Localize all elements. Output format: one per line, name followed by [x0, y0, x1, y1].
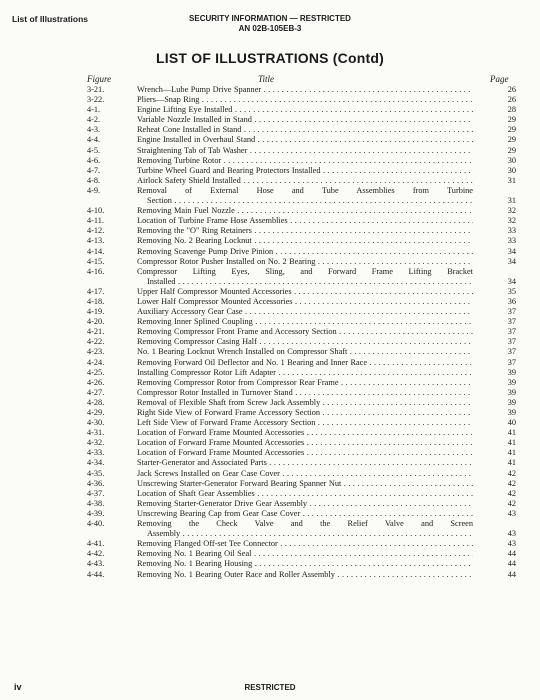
figure-number: 4-20. — [87, 317, 105, 327]
figure-number: 4-33. — [87, 448, 105, 458]
figure-number: 4-1. — [87, 105, 101, 115]
page-ref: 37 — [507, 337, 516, 347]
list-item — [0, 549, 540, 559]
figure-title: Engine Lifting Eye Installed . . . — [137, 105, 473, 115]
figure-title: Removing Scavenge Pump Drive Pinion . . . — [137, 247, 473, 257]
figure-title: Straightening Tab of Tab Washer . . . — [137, 146, 473, 156]
security-line: SECURITY INFORMATION — RESTRICTED — [189, 14, 351, 23]
figure-title: Removing No. 1 Bearing Outer Race and Roller Assembly . . . — [137, 570, 473, 580]
list-item — [0, 570, 540, 580]
list-item — [0, 105, 540, 115]
list-item — [0, 458, 540, 468]
page-ref: 34 — [507, 256, 516, 266]
figure-title: Location of Forward Frame Mounted Accessories . . . — [137, 448, 473, 458]
figure-title: Starter-Generator and Associated Parts . . . — [137, 458, 473, 468]
page-ref: 31 — [507, 196, 516, 206]
figure-number: 4-8. — [87, 175, 101, 185]
list-item — [0, 347, 540, 357]
figure-title: Removing Flanged Off-set Tee Connector . . . — [137, 539, 473, 549]
figure-number: 4-35. — [87, 468, 105, 478]
figure-number: 4-25. — [87, 367, 105, 377]
figure-number: 4-13. — [87, 236, 105, 246]
page-ref: 37 — [507, 317, 516, 327]
figure-number: 4-3. — [87, 125, 101, 135]
figure-title: Auxiliary Accessory Gear Case . . . — [137, 307, 473, 317]
list-item — [0, 438, 540, 448]
figure-number: 3-22. — [87, 95, 105, 105]
document-number: AN 02B-105EB-3 — [238, 24, 302, 33]
page-ref: 29 — [507, 135, 516, 145]
list-item — [0, 206, 540, 216]
list-item — [0, 156, 540, 166]
figure-number: 4-41. — [87, 539, 105, 549]
page-ref: 33 — [507, 226, 516, 236]
figure-title: Lower Half Compressor Mounted Accessories . . . — [137, 297, 473, 307]
page-ref: 33 — [507, 236, 516, 246]
list-item — [0, 519, 540, 539]
list-item — [0, 398, 540, 408]
figure-title: Left Side View of Forward Frame Accessory Section . . . — [137, 418, 473, 428]
figure-title: Removing Compressor Front Frame and Accessory Section . . . — [137, 327, 473, 337]
page-ref: 35 — [507, 286, 516, 296]
figure-number: 4-4. — [87, 135, 101, 145]
page-title: LIST OF ILLUSTRATIONS (Contd) — [156, 50, 384, 66]
figure-title: Location of Forward Frame Mounted Accessories . . . — [137, 438, 473, 448]
page-ref: 30 — [507, 155, 516, 165]
figure-number: 4-29. — [87, 408, 105, 417]
figure-title: Variable Nozzle Installed in Stand . . . — [137, 115, 473, 125]
list-item — [0, 267, 540, 287]
page-ref: 34 — [507, 246, 516, 256]
figure-number: 4-40. — [87, 519, 105, 529]
page-ref: 28 — [507, 105, 516, 115]
page-ref: 37 — [507, 357, 516, 367]
figure-number: 4-28. — [87, 397, 105, 407]
page-number: iv — [14, 682, 22, 692]
list-item — [0, 408, 540, 418]
footer-classification: RESTRICTED — [244, 683, 296, 692]
figure-title-line: Compressor Lifting Eyes, Sling, and Forward Frame Lifting Bracket — [137, 266, 473, 276]
list-item — [0, 469, 540, 479]
page-ref: 34 — [507, 276, 516, 286]
list-item — [0, 236, 540, 246]
list-item — [0, 135, 540, 145]
figure-title: Unscrewing Starter-Generator Forward Bearing Spanner Nut . . . — [137, 479, 473, 489]
list-item — [0, 226, 540, 236]
list-item — [0, 337, 540, 347]
figure-number: 4-34. — [87, 458, 105, 468]
list-item — [0, 327, 540, 337]
list-item — [0, 257, 540, 267]
figure-number: 4-17. — [87, 286, 105, 296]
list-item — [0, 479, 540, 489]
figure-title: Airlock Safety Shield Installed . . . — [137, 176, 473, 186]
page-ref: 44 — [507, 549, 516, 559]
figure-number: 4-10. — [87, 206, 105, 216]
figure-title: Upper Half Compressor Mounted Accessories . . . — [137, 287, 473, 297]
list-item — [0, 307, 540, 317]
figure-title-line: Removing the Check Valve and the Relief Valve and Screen — [137, 519, 473, 529]
figure-number: 4-18. — [87, 296, 105, 306]
figure-title: Pliers—Snap Ring . . . — [137, 95, 473, 105]
figure-number: 4-42. — [87, 549, 105, 559]
figure-number: 4-23. — [87, 347, 105, 357]
figure-title: Removing No. 1 Bearing Oil Seal . . . — [137, 549, 473, 559]
figure-number: 4-21. — [87, 327, 105, 337]
figure-title: Removing Compressor Casing Half . . . — [137, 337, 473, 347]
figure-number: 4-12. — [87, 226, 105, 236]
page-ref: 29 — [507, 115, 516, 125]
page-ref: 42 — [507, 498, 516, 508]
figure-title: Removing No. 2 Bearing Locknut . . . — [137, 236, 473, 246]
figure-number: 4-5. — [87, 145, 101, 155]
figure-number: 4-30. — [87, 418, 105, 428]
figure-title: Location of Turbine Frame Hose Assemblies . . . — [137, 216, 473, 226]
figure-title: Removing Main Fuel Nozzle . . . — [137, 206, 473, 216]
column-header-title: Title — [258, 74, 275, 84]
figure-number: 4-26. — [87, 377, 105, 387]
list-item — [0, 448, 540, 458]
page-ref: 43 — [507, 508, 516, 518]
figure-title-line: Removal of External Hose and Tube Assemblies from Turbine — [137, 185, 473, 195]
list-item — [0, 287, 540, 297]
figure-number: 4-24. — [87, 357, 105, 367]
list-item — [0, 216, 540, 226]
list-item — [0, 125, 540, 135]
list-item — [0, 146, 540, 156]
page-ref: 26 — [507, 95, 516, 105]
list-item — [0, 388, 540, 398]
page-ref: 44 — [507, 559, 516, 569]
figure-number: 4-39. — [87, 508, 105, 518]
figure-number: 4-32. — [87, 438, 105, 448]
page-ref: 42 — [507, 488, 516, 498]
figure-number: 4-2. — [87, 115, 101, 125]
figure-title: Removing Turbine Rotor . . . — [137, 156, 473, 166]
running-head: List of Illustrations — [12, 14, 89, 24]
page-ref: 43 — [507, 529, 516, 539]
figure-title: Removing No. 1 Bearing Housing . . . — [137, 559, 473, 569]
figure-title: Removing the "O" Ring Retainers . . . — [137, 226, 473, 236]
figure-title: Compressor Rotor Pusher Installed on No. 2 Bearing . . . — [137, 257, 473, 267]
figure-title-continuation: Section . . . — [137, 196, 473, 206]
figure-title: Unscrewing Bearing Cap from Gear Case Cover . . . — [137, 509, 473, 519]
list-item — [0, 368, 540, 378]
figure-number: 4-36. — [87, 478, 105, 488]
figure-title — [137, 519, 473, 539]
figure-title — [137, 267, 473, 287]
page-ref: 44 — [507, 569, 516, 579]
figure-number: 4-6. — [87, 155, 101, 165]
page-ref: 42 — [507, 468, 516, 478]
figure-title: Wrench—Lube Pump Drive Spanner . . . — [137, 85, 473, 95]
page-ref: 31 — [507, 175, 516, 185]
figure-number: 4-14. — [87, 246, 105, 256]
list-item — [0, 297, 540, 307]
figure-number: 4-9. — [87, 185, 101, 195]
figure-number: 4-16. — [87, 266, 105, 276]
list-item — [0, 166, 540, 176]
figure-title: Removing Forward Oil Deflector and No. 1 Bearing and Inner Race . . . — [137, 358, 473, 368]
page-ref: 39 — [507, 408, 516, 417]
figure-title-continuation: Installed . . . — [137, 277, 473, 287]
figure-number: 4-37. — [87, 488, 105, 498]
column-header-page: Page — [490, 74, 509, 84]
figure-number: 4-27. — [87, 387, 105, 397]
figure-title: Location of Forward Frame Mounted Accessories . . . — [137, 428, 473, 438]
figure-title: Reheat Cone Installed in Stand . . . — [137, 125, 473, 135]
list-item — [0, 95, 540, 105]
page-ref: 30 — [507, 165, 516, 175]
page-ref: 40 — [507, 418, 516, 428]
list-item — [0, 378, 540, 388]
page-ref: 29 — [507, 125, 516, 135]
figure-title: Removing Inner Splined Coupling . . . — [137, 317, 473, 327]
page-ref: 39 — [507, 397, 516, 407]
list-item — [0, 539, 540, 549]
page-ref: 32 — [507, 216, 516, 226]
page-ref: 32 — [507, 206, 516, 216]
page-ref: 42 — [507, 478, 516, 488]
list-item — [0, 358, 540, 368]
figure-title: Installing Compressor Rotor Lift Adapter . . . — [137, 368, 473, 378]
figure-number: 4-38. — [87, 498, 105, 508]
document-header — [0, 14, 540, 34]
figure-title: Compressor Rotor Installed in Turnover Stand . . . — [137, 388, 473, 398]
illustration-list — [0, 85, 540, 580]
page-ref: 41 — [507, 458, 516, 468]
list-item — [0, 247, 540, 257]
figure-number: 4-11. — [87, 216, 104, 226]
page-ref: 39 — [507, 377, 516, 387]
figure-title-continuation: Assembly . . . — [137, 529, 473, 539]
page-ref: 41 — [507, 448, 516, 458]
page-ref: 41 — [507, 428, 516, 438]
list-item — [0, 317, 540, 327]
figure-title: Removing Compressor Rotor from Compressor Rear Frame . . . — [137, 378, 473, 388]
list-item — [0, 509, 540, 519]
page-ref: 29 — [507, 145, 516, 155]
figure-number: 4-7. — [87, 165, 101, 175]
list-item — [0, 489, 540, 499]
page-ref: 43 — [507, 539, 516, 549]
figure-number: 4-31. — [87, 428, 105, 438]
figure-title — [137, 186, 473, 206]
figure-number: 4-15. — [87, 256, 105, 266]
figure-number: 4-43. — [87, 559, 105, 569]
list-item — [0, 499, 540, 509]
page-ref: 26 — [507, 85, 516, 94]
figure-number: 4-22. — [87, 337, 105, 347]
page-ref: 39 — [507, 367, 516, 377]
figure-title: Right Side View of Forward Frame Accessory Section . . . — [137, 408, 473, 418]
page-ref: 39 — [507, 387, 516, 397]
figure-title: Location of Shaft Gear Assemblies . . . — [137, 489, 473, 499]
list-item — [0, 418, 540, 428]
page-ref: 41 — [507, 438, 516, 448]
figure-number: 4-44. — [87, 569, 105, 579]
page-ref: 36 — [507, 296, 516, 306]
list-item — [0, 428, 540, 438]
figure-title: Removal of Flexible Shaft from Screw Jack Assembly . . . — [137, 398, 473, 408]
list-item — [0, 559, 540, 569]
figure-title: Jack Screws Installed on Gear Case Cover . . . — [137, 469, 473, 479]
list-item — [0, 186, 540, 206]
figure-number: 4-19. — [87, 307, 105, 317]
page-ref: 37 — [507, 307, 516, 317]
list-item — [0, 115, 540, 125]
figure-number: 3-21. — [87, 85, 105, 94]
figure-title: No. 1 Bearing Locknut Wrench Installed on Compressor Shaft . . . — [137, 347, 473, 357]
page-ref: 37 — [507, 327, 516, 337]
list-item — [0, 176, 540, 186]
figure-title: Removing Starter-Generator Drive Gear Assembly . . . — [137, 499, 473, 509]
list-item — [0, 85, 540, 95]
page-ref: 37 — [507, 347, 516, 357]
figure-title: Turbine Wheel Guard and Bearing Protectors Installed . . . — [137, 166, 473, 176]
figure-title: Engine Installed in Overhaul Stand . . . — [137, 135, 473, 145]
column-header-figure: Figure — [87, 74, 112, 84]
